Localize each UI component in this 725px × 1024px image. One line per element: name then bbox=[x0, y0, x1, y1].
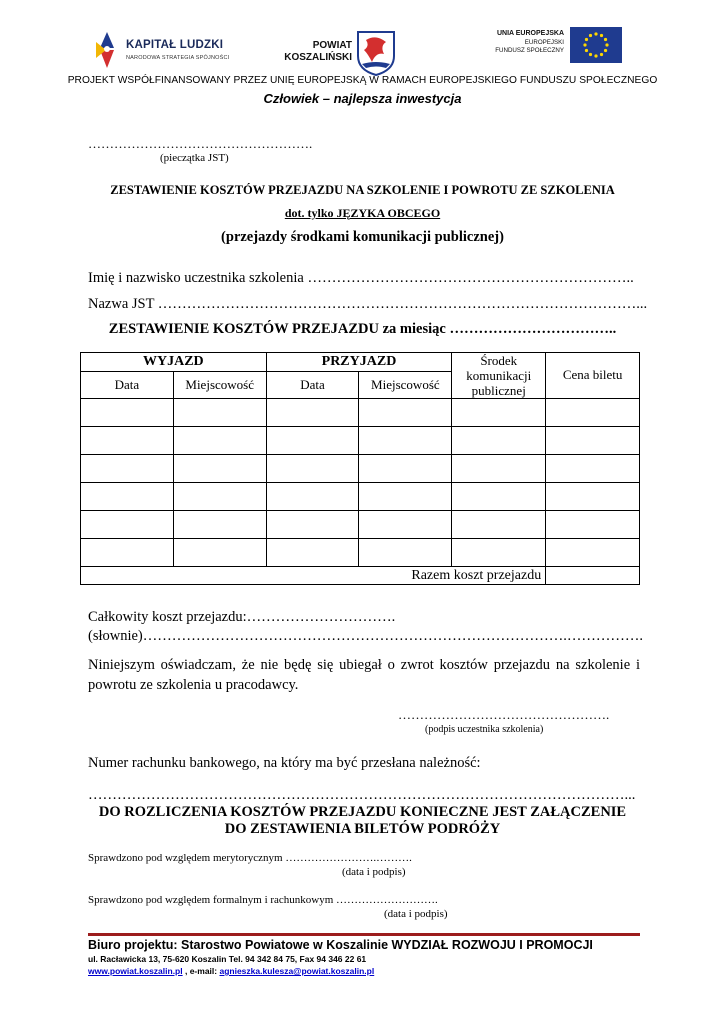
eu-star-icon bbox=[589, 53, 592, 56]
table-cell[interactable] bbox=[81, 539, 174, 567]
declaration-text: Niniejszym oświadczam, że nie będę się ubiegał o zwrot kosztów przejazdu na szkolenie i powrotu ze szkolenia u pracodawcy. bbox=[88, 657, 640, 693]
table-row bbox=[81, 455, 640, 483]
table-cell[interactable] bbox=[452, 511, 546, 539]
signature-label: (podpis uczestnika szkolenia) bbox=[425, 724, 544, 735]
eu-star-icon bbox=[589, 34, 592, 37]
footer-rule bbox=[88, 933, 640, 936]
srodek-header bbox=[452, 353, 546, 399]
table-cell[interactable] bbox=[81, 455, 174, 483]
przyjazd-data-header: Data bbox=[266, 372, 359, 399]
monthly-summary-title[interactable]: ZESTAWIENIE KOSZTÓW PRZEJAZDU za miesiąc …………………………….. bbox=[108, 321, 617, 337]
table-cell[interactable] bbox=[546, 455, 640, 483]
table-cell[interactable] bbox=[81, 483, 174, 511]
table-cell[interactable] bbox=[266, 511, 359, 539]
wyjazd-data-header: Data bbox=[81, 372, 174, 399]
wyjazd-header: WYJAZD bbox=[81, 353, 267, 372]
przyjazd-header: PRZYJAZD bbox=[266, 353, 452, 372]
footer-contact bbox=[88, 966, 374, 976]
powiat-line2: KOSZALIŃSKI bbox=[284, 52, 352, 63]
website-link[interactable]: www.powiat.koszalin.pl bbox=[88, 966, 183, 976]
table-cell[interactable] bbox=[452, 427, 546, 455]
table-row bbox=[81, 511, 640, 539]
jst-name-field[interactable]: Nazwa JST ………………………………………………………………………………………... bbox=[88, 296, 648, 312]
signature-dots[interactable]: …………………………………………. bbox=[398, 707, 610, 722]
table-row bbox=[81, 399, 640, 427]
table-cell[interactable] bbox=[452, 455, 546, 483]
footer-office: Biuro projektu: Starostwo Powiatowe w Koszalinie WYDZIAŁ ROZWOJU I PROMOCJI bbox=[88, 938, 593, 952]
email-link[interactable]: agnieszka.kulesza@powiat.koszalin.pl bbox=[219, 966, 375, 976]
total-cost-cell[interactable] bbox=[546, 567, 640, 585]
table-cell[interactable] bbox=[546, 511, 640, 539]
table-cell[interactable] bbox=[546, 483, 640, 511]
kapital-ludzki-emblem-icon bbox=[92, 28, 122, 70]
stamp-dots: ……………………………………………. bbox=[88, 136, 313, 151]
eu-line3: FUNDUSZ SPOŁECZNY bbox=[495, 47, 564, 54]
eu-star-icon bbox=[604, 38, 607, 41]
table-cell[interactable] bbox=[452, 483, 546, 511]
table-cell[interactable] bbox=[452, 539, 546, 567]
table-cell[interactable] bbox=[266, 483, 359, 511]
table-cell[interactable] bbox=[173, 427, 266, 455]
email-prefix: , e-mail: bbox=[182, 966, 220, 976]
table-cell[interactable] bbox=[81, 511, 174, 539]
transport-type: (przejazdy środkami komunikacji publicznej) bbox=[221, 229, 504, 245]
merit-check-field[interactable]: Sprawdzono pod względem merytorycznym …………………….………. bbox=[88, 852, 412, 864]
footer-address: ul. Racławicka 13, 75-620 Koszalin Tel. 94 342 84 75, Fax 94 346 22 61 bbox=[88, 954, 367, 964]
formal-check-label: (data i podpis) bbox=[384, 908, 448, 920]
table-cell[interactable] bbox=[359, 427, 452, 455]
eu-line2: EUROPEJSKI bbox=[524, 38, 564, 46]
powiat-line1: POWIAT bbox=[312, 40, 352, 51]
eu-logo bbox=[480, 24, 625, 66]
table-row bbox=[81, 427, 640, 455]
table-row bbox=[81, 539, 640, 567]
table-cell[interactable] bbox=[81, 399, 174, 427]
table-cell[interactable] bbox=[266, 399, 359, 427]
project-cofinance-line: PROJEKT WSPÓŁFINANSOWANY PRZEZ UNIĘ EUROPEJSKĄ W RAMACH EUROPEJSKIEGO FUNDUSZU SPOŁECZNEGO bbox=[67, 75, 658, 86]
powiat-name bbox=[284, 40, 352, 64]
table-cell[interactable] bbox=[546, 427, 640, 455]
formal-check-field[interactable]: Sprawdzono pod względem formalnym i rachunkowym ………………………. bbox=[88, 894, 438, 906]
table-cell[interactable] bbox=[359, 511, 452, 539]
notice-line2: DO ZESTAWIENIA BILETÓW PODRÓŻY bbox=[224, 821, 501, 837]
table-cell[interactable] bbox=[173, 399, 266, 427]
slogan: Człowiek – najlepsza inwestycja bbox=[263, 91, 462, 106]
table-cell[interactable] bbox=[266, 427, 359, 455]
kapital-ludzki-logo bbox=[92, 28, 242, 70]
eu-flag-icon bbox=[570, 27, 622, 63]
wyjazd-miejscowosc-header: Miejscowość bbox=[173, 372, 266, 399]
total-cost-field[interactable]: Całkowity koszt przejazdu:…………………………. bbox=[88, 609, 396, 625]
srodek-line3: publicznej bbox=[471, 383, 526, 398]
bank-account-label: Numer rachunku bankowego, na który ma być przesłana należność: bbox=[88, 755, 481, 771]
bank-account-field[interactable]: …………………………………………………………………………………………………... bbox=[88, 787, 636, 803]
coat-of-arms-icon bbox=[356, 30, 396, 76]
eu-star-icon bbox=[604, 49, 607, 52]
table-cell[interactable] bbox=[359, 399, 452, 427]
form-subtitle: dot. tylko JĘZYKA OBCEGO bbox=[284, 206, 441, 220]
table-cell[interactable] bbox=[452, 399, 546, 427]
eu-text bbox=[484, 30, 564, 56]
table-cell[interactable] bbox=[173, 539, 266, 567]
eu-line1: UNIA EUROPEJSKA bbox=[496, 30, 564, 37]
table-cell[interactable] bbox=[359, 455, 452, 483]
merit-check-label: (data i podpis) bbox=[342, 866, 406, 878]
table-cell[interactable] bbox=[546, 539, 640, 567]
cost-in-words-field[interactable]: (słownie)…………………………………………………………………………….……………. bbox=[88, 628, 644, 644]
powiat-koszalinski-logo bbox=[284, 30, 400, 76]
srodek-line2: komunikacji bbox=[466, 368, 532, 383]
table-cell[interactable] bbox=[81, 427, 174, 455]
table-cell[interactable] bbox=[173, 511, 266, 539]
table-cell[interactable] bbox=[359, 539, 452, 567]
table-cell[interactable] bbox=[173, 455, 266, 483]
table-cell[interactable] bbox=[359, 483, 452, 511]
total-cost-label: Razem koszt przejazdu bbox=[81, 567, 546, 585]
costs-table bbox=[80, 352, 640, 585]
table-cell[interactable] bbox=[173, 483, 266, 511]
kapital-ludzki-title: KAPITAŁ LUDZKI bbox=[126, 39, 224, 51]
eu-star-icon bbox=[600, 34, 603, 37]
srodek-line1: Środek bbox=[480, 353, 518, 368]
participant-name-field[interactable]: Imię i nazwisko uczestnika szkolenia ………………………………………………………….. bbox=[88, 270, 634, 286]
eu-star-icon bbox=[585, 49, 588, 52]
eu-star-icon bbox=[594, 54, 597, 57]
notice-line1: DO ROZLICZENIA KOSZTÓW PRZEJAZDU KONIECZNE JEST ZAŁĄCZENIE bbox=[98, 804, 627, 820]
eu-star-icon bbox=[605, 43, 608, 46]
table-row bbox=[81, 483, 640, 511]
eu-star-icon bbox=[600, 53, 603, 56]
eu-star-icon bbox=[585, 38, 588, 41]
table-cell[interactable] bbox=[546, 399, 640, 427]
przyjazd-miejscowosc-header: Miejscowość bbox=[359, 372, 452, 399]
stamp-label: (pieczątka JST) bbox=[160, 152, 229, 164]
table-cell[interactable] bbox=[266, 455, 359, 483]
table-cell[interactable] bbox=[266, 539, 359, 567]
kapital-ludzki-subtitle: NARODOWA STRATEGIA SPÓJNOŚCI bbox=[126, 55, 230, 61]
form-title: ZESTAWIENIE KOSZTÓW PRZEJAZDU NA SZKOLENIE I POWROTU ZE SZKOLENIA bbox=[110, 183, 615, 197]
cena-header: Cena biletu bbox=[546, 353, 640, 399]
eu-star-icon bbox=[594, 32, 597, 35]
eu-star-icon bbox=[583, 43, 586, 46]
